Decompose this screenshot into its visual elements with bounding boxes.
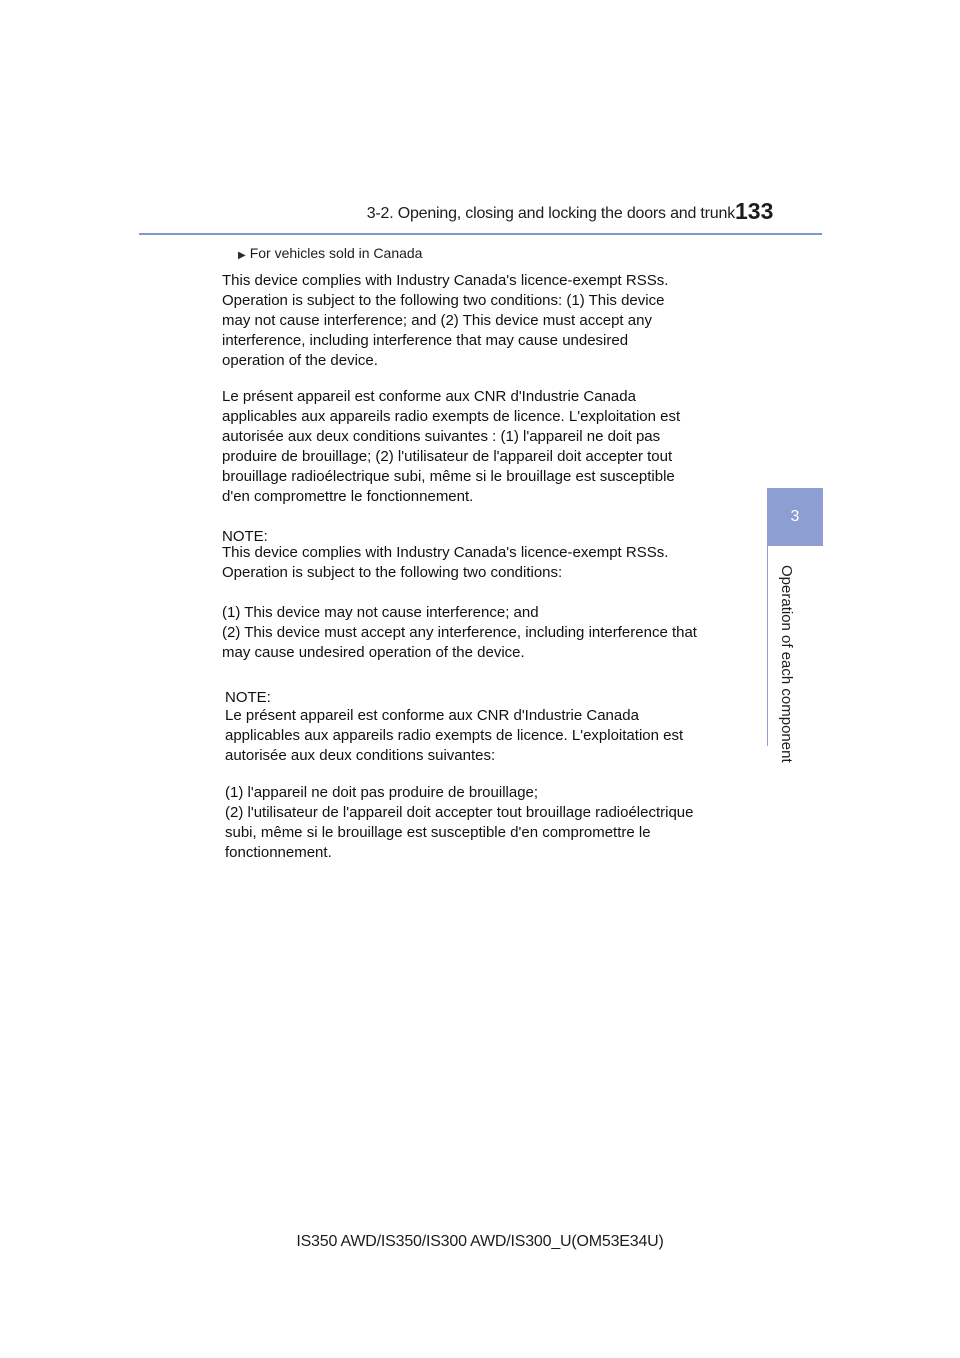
section-heading (238, 245, 422, 261)
header-section-title: 3-2. Opening, closing and locking the doors and trunk (366, 205, 735, 222)
notice-english: This device complies with Industry Canada's licence-exempt RSSs. Operation is subject to the following two conditions: (1) This device may not cause interference; and (2) This device must accept any interference, including interference that may cause undesired operation of the device. (222, 272, 669, 369)
chapter-label: Operation of each component (778, 565, 795, 763)
note-french-conditions: (1) l'appareil ne doit pas produire de brouillage; (2) l'utilisateur de l'appareil doit accepter tout brouillage radioélectrique subi, même si le brouillage est susceptible d'en compromettre le fonctionnement. (225, 784, 694, 861)
header-divider (139, 233, 822, 235)
chapter-number: 3 (790, 508, 800, 525)
triangle-right-icon: ▶ (238, 250, 246, 261)
page-number: 133 (735, 198, 774, 224)
notice-french: Le présent appareil est conforme aux CNR d'Industrie Canada applicables aux appareils radio exempts de licence. L'exploitation est autorisée aux deux conditions suivantes : (1) l'appareil ne doit pas produire de brouillage; (2) l'utilisateur de l'appareil doit accepter tout brouillage radioélectrique subi, même si le brouillage est susceptible d'en compromettre le fonctionnement. (222, 388, 681, 505)
note-english-body: This device complies with Industry Canada's licence-exempt RSSs. Operation is subject to the following two conditions: (222, 544, 669, 581)
note-english-heading: NOTE: (222, 528, 268, 545)
note-english-conditions: (1) This device may not cause interference; and (2) This device must accept any interference, including interference that may cause undesired operation of the device. (222, 604, 697, 661)
chapter-tab (767, 488, 823, 546)
note-french-heading: NOTE: (225, 689, 271, 706)
note-french-body: Le présent appareil est conforme aux CNR d'Industrie Canada applicables aux appareils radio exempts de licence. L'exploitation est autorisée aux deux conditions suivantes: (225, 707, 684, 764)
section-heading-text: For vehicles sold in Canada (249, 245, 423, 261)
footer-model-code: IS350 AWD/IS350/IS300 AWD/IS300_U(OM53E34U) (296, 1233, 664, 1250)
chapter-tab-rule (767, 546, 823, 763)
